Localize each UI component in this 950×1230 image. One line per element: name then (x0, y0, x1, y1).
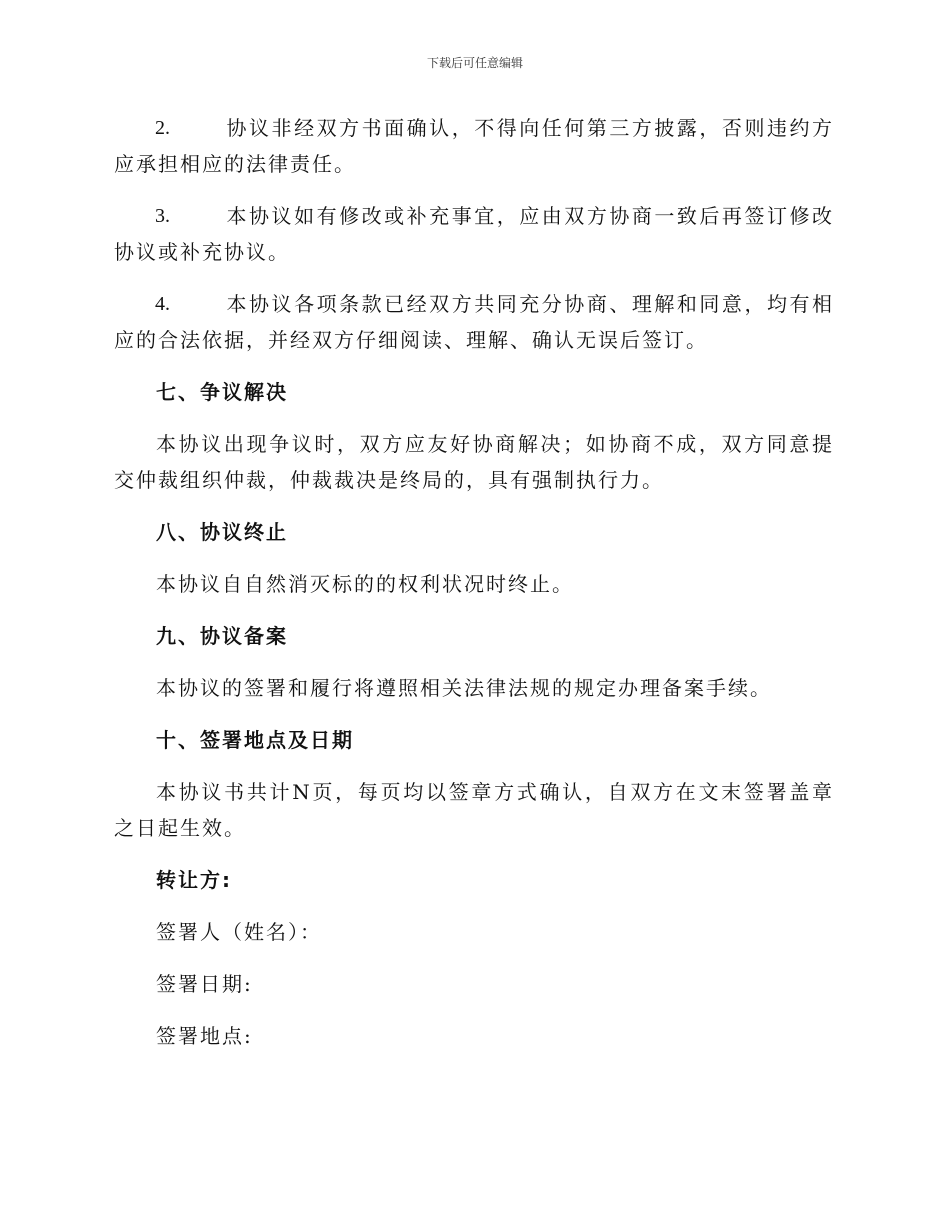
page-header-note: 下载后可任意编辑 (426, 56, 523, 70)
clause-2-text: 协议非经双方书面确认，不得向任何第三方披露，否则违约方应承担相应的法律责任。 (114, 116, 834, 176)
section-7-body: 本协议出现争议时，双方应友好协商解决；如协商不成，双方同意提交仲裁组织仲裁，仲裁裁决是终局的，具有强制执行力。 (114, 432, 834, 492)
document-page (114, 110, 834, 1070)
section-9-heading: 九、协议备案 (156, 624, 288, 648)
clause-3 (114, 198, 834, 270)
clause-4-number: 4. (155, 293, 170, 315)
clause-2 (114, 110, 834, 182)
section-10-body: 本协议书共计N页，每页均以签章方式确认，自双方在文末签署盖章之日起生效。 (114, 780, 834, 840)
signing-place-label: 签署地点: (156, 1024, 253, 1048)
section-8-body: 本协议自自然消灭标的的权利状况时终止。 (156, 572, 574, 596)
clause-3-text: 本协议如有修改或补充事宜，应由双方协商一致后再签订修改协议或补充协议。 (114, 204, 834, 264)
clause-3-number: 3. (155, 205, 170, 227)
signing-date-label: 签署日期: (156, 972, 253, 996)
clause-4-text: 本协议各项条款已经双方共同充分协商、理解和同意，均有相应的合法依据，并经双方仔细阅读、理解、确认无误后签订。 (114, 292, 834, 352)
section-9-body: 本协议的签署和履行将遵照相关法律法规的规定办理备案手续。 (156, 676, 772, 700)
clause-4 (114, 286, 834, 358)
signer-name-label: 签署人（姓名）： (156, 920, 322, 944)
section-8-heading: 八、协议终止 (156, 520, 288, 544)
clause-2-number: 2. (155, 117, 170, 139)
section-10-heading: 十、签署地点及日期 (156, 728, 354, 752)
section-7-heading: 七、争议解决 (156, 380, 288, 404)
party-label: 转让方: (156, 868, 232, 892)
